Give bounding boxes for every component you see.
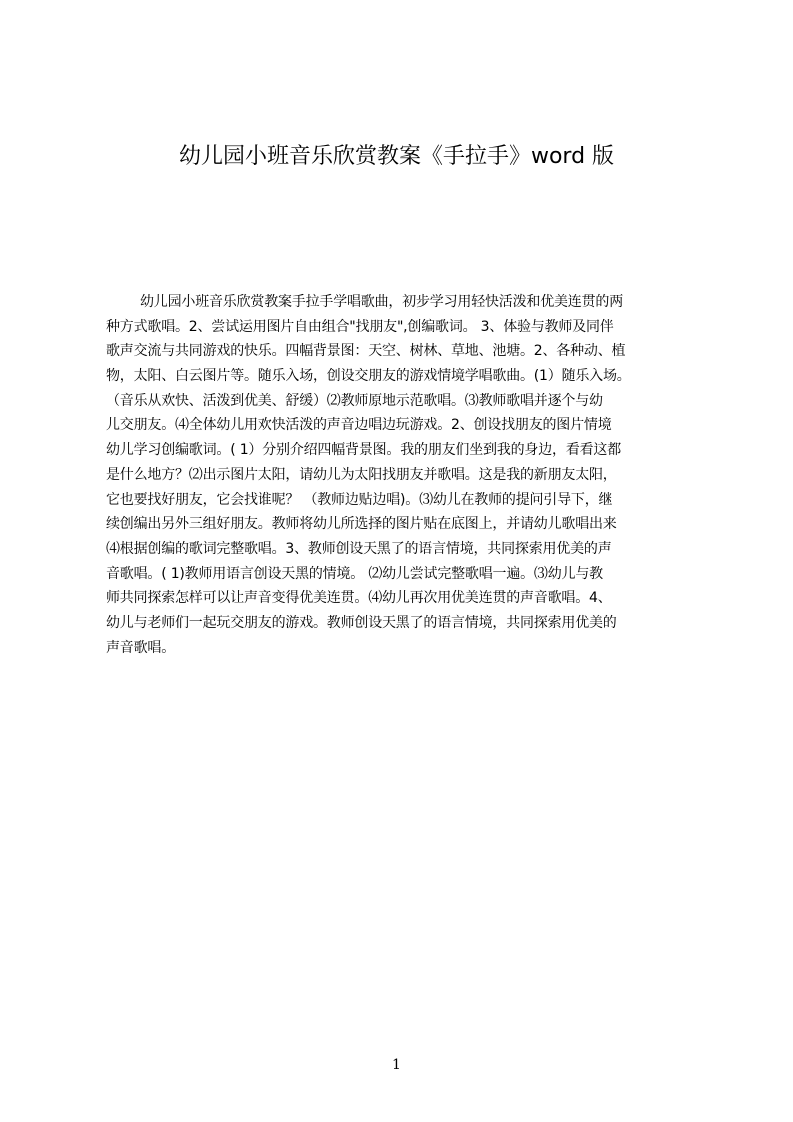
document-title: 幼儿园小班音乐欣赏教案《手拉手》word 版 xyxy=(178,144,615,169)
body-line: 师共同探索怎样可以让声音变得优美连贯。⑷幼儿再次用优美连贯的声音歌唱。4、 xyxy=(106,590,612,607)
body-line: 幼儿与老师们一起玩交朋友的游戏。教师创设天黑了的语言情境，共同探索用优美的 xyxy=(106,614,617,631)
body-line: 音歌唱。( 1)教师用语言创设天黑的情境。 ⑵幼儿尝试完整歌唱一遍。⑶幼儿与教 xyxy=(106,565,603,582)
body-line: 物，太阳、白云图片等。随乐入场，创设交朋友的游戏情境学唱歌曲。(1）随乐入场。 xyxy=(106,368,631,385)
body-line: 幼儿园小班音乐欣赏教案手拉手学唱歌曲，初步学习用轻快活泼和优美连贯的两 xyxy=(140,294,623,310)
body-line: 续创编出另外三组好朋友。教师将幼儿所选择的图片贴在底图上，并请幼儿歌唱出来 xyxy=(106,516,617,533)
body-line: 声音歌唱。 xyxy=(106,639,175,656)
body-line: （音乐从欢快、活泼到优美、舒缓）⑵教师原地示范歌唱。⑶教师歌唱并逐个与幼 xyxy=(106,392,603,409)
body-line: 种方式歌唱。2、尝试运用图片自由组合"找朋友",创编歌词。 3、体验与教师及同伴 xyxy=(106,318,614,335)
body-line: 儿交朋友。⑷全体幼儿用欢快活泼的声音边唱边玩游戏。2、创设找朋友的图片情境 xyxy=(106,417,612,434)
page-number: 1 xyxy=(392,1057,401,1073)
body-line: 幼儿学习创编歌词。( 1）分别介绍四幅背景图。我的朋友们坐到我的身边，看看这都 xyxy=(106,442,622,459)
document-body xyxy=(106,290,698,660)
body-line: 歌声交流与共同游戏的快乐。四幅背景图：天空、树林、草地、池塘。2、各种动、植 xyxy=(106,343,626,360)
body-line: ⑷根据创编的歌词完整歌唱。3、教师创设天黑了的语言情境，共同探索用优美的声 xyxy=(106,540,612,557)
body-line: 是什么地方？⑵出示图片太阳，请幼儿为太阳找朋友并歌唱。这是我的新朋友太阳， xyxy=(106,466,617,483)
body-line: 它也要找好朋友，它会找谁呢？ （教师边贴边唱)。⑶幼儿在教师的提问引导下，继 xyxy=(106,491,613,508)
